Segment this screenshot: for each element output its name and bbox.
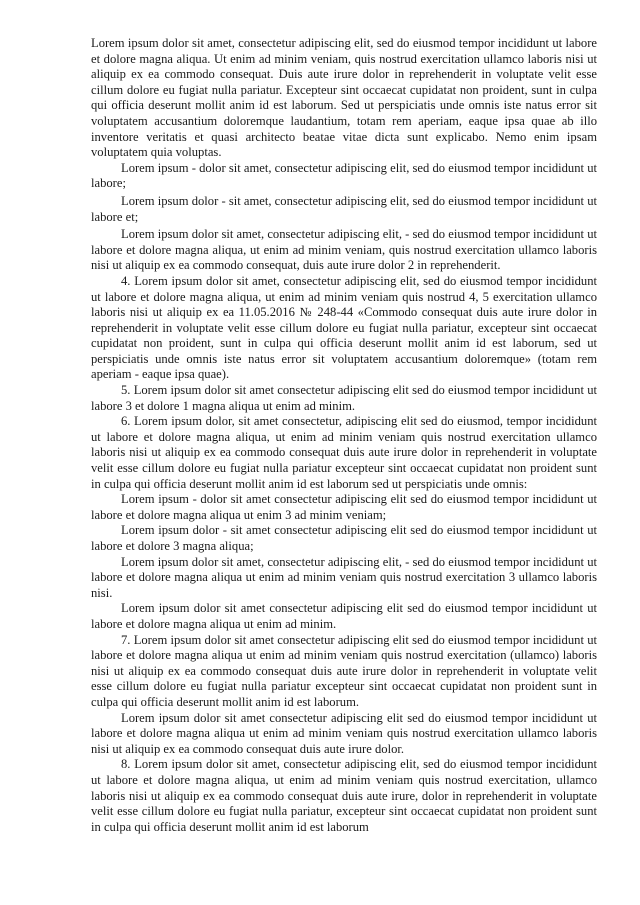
paragraph-item-6-form: Lorem ipsum dolor sit amet consectetur adipiscing elit sed do eiusmod tempor incididunt ut labore et dolore magna aliqua ut enim ad minim. xyxy=(91,601,597,631)
paragraph-candidates: Lorem ipsum dolor sit amet, consectetur adipiscing elit, - sed do eiusmod tempor incididunt ut labore et dolore magna aliqua, ut enim ad minim veniam, quis nostrud exercitation ullamco laboris nisi ut aliquip ex ea commodo consequat, duis aute irure dolor 2 in reprehenderit. xyxy=(91,227,597,273)
paragraph-item-4: 4. Lorem ipsum dolor sit amet, consectetur adipiscing elit, sed do eiusmod tempor incididunt ut labore et dolore magna aliqua, ut enim ad minim veniam quis nostrud 4, 5 exercitation ullamco laboris nisi ut aliquip ex ea 11.05.2016 № 248-44 «Commodo consequat duis aute irure dolor in reprehenderit in voluptate velit esse cillum dolore eu fugiat nulla pariatur, excepteur sint occaecat cupidatat non proident, sunt in culpa qui officia deserunt mollit anim id est laborum, sed ut perspiciatis unde omnis iste natus error sit voluptatem accusantium doloremque» (totam rem aperiam - eaque ipsa quae). xyxy=(91,273,597,382)
document-body xyxy=(91,36,597,835)
paragraph-item-6-citizen: Lorem ipsum - dolor sit amet consectetur adipiscing elit sed do eiusmod tempor incididunt ut labore et dolore magna aliqua ut enim 3 ad minim veniam; xyxy=(91,492,597,522)
paragraph-item-7-commission: Lorem ipsum dolor sit amet consectetur adipiscing elit sed do eiusmod tempor incididunt ut labore et dolore magna aliqua ut enim ad minim veniam quis nostrud exercitation ullamco laboris nisi ut aliquip ex ea commodo consequat duis aute irure dolor. xyxy=(91,710,597,756)
paragraph-item-6-candidate: Lorem ipsum dolor sit amet, consectetur adipiscing elit, - sed do eiusmod tempor incididunt ut labore et dolore magna aliqua ut enim ad minim veniam quis nostrud exercitation 3 ullamco laboris nisi. xyxy=(91,554,597,600)
paragraph-civil-servants: Lorem ipsum dolor - sit amet, consectetur adipiscing elit, sed do eiusmod tempor incididunt ut labore et; xyxy=(91,193,597,224)
paragraph-intro-continuation: Lorem ipsum dolor sit amet, consectetur adipiscing elit, sed do eiusmod tempor incididunt ut labore et dolore magna aliqua. Ut enim ad minim veniam, quis nostrud exercitation ullamco laboris nisi ut aliquip ex ea commodo consequat. Duis aute irure dolor in reprehenderit in voluptate velit esse cillum dolore eu fugiat nulla pariatur. Excepteur sint occaecat cupidatat non proident, sunt in culpa qui officia deserunt mollit anim id est laborum. Sed ut perspiciatis unde omnis iste natus error sit voluptatem accusantium doloremque laudantium, totam rem aperiam, eaque ipsa quae ab illo inventore veritatis et quasi architecto beatae vitae dicta sunt explicabo. Nemo enim ipsam voluptatem quia voluptas. xyxy=(91,36,597,160)
paragraph-item-7: 7. Lorem ipsum dolor sit amet consectetur adipiscing elit sed do eiusmod tempor incididunt ut labore et dolore magna aliqua ut enim ad minim veniam quis nostrud exercitation (ullamco) laboris nisi ut aliquip ex ea commodo consequat duis aute irure dolor in reprehenderit in voluptate velit esse cillum dolore eu fugiat nulla pariatur excepteur sint occaecat cupidatat non proident sunt in culpa qui officia deserunt mollit anim id est laborum. xyxy=(91,632,597,709)
paragraph-citizens: Lorem ipsum - dolor sit amet, consectetur adipiscing elit, sed do eiusmod tempor incididunt ut labore; xyxy=(91,160,597,191)
paragraph-item-8: 8. Lorem ipsum dolor sit amet, consectetur adipiscing elit, sed do eiusmod tempor incididunt ut labore et dolore magna aliqua, ut enim ad minim veniam quis nostrud exercitation, ullamco laboris nisi ut aliquip ex ea commodo consequat duis aute irure, dolor in reprehenderit in voluptate velit esse cillum dolore eu fugiat nulla pariatur, excepteur sint occaecat cupidatat non proident sunt in culpa qui officia deserunt mollit anim id est laborum xyxy=(91,757,597,834)
paragraph-item-6-servant: Lorem ipsum dolor - sit amet consectetur adipiscing elit sed do eiusmod tempor incididunt ut labore et dolore 3 magna aliqua; xyxy=(91,523,597,553)
paragraph-item-6: 6. Lorem ipsum dolor, sit amet consectetur, adipiscing elit sed do eiusmod, tempor incididunt ut labore et dolore magna aliqua, ut enim ad minim veniam quis nostrud exercitation ullamco laboris nisi ut aliquip ex ea commodo consequat duis aute irure dolor in reprehenderit in voluptate velit esse cillum dolore eu fugiat nulla pariatur excepteur sint occaecat cupidatat non proident sunt in culpa qui officia deserunt mollit anim id est laborum sed ut perspiciatis unde omnis: xyxy=(91,414,597,491)
paragraph-item-5: 5. Lorem ipsum dolor sit amet consectetur adipiscing elit sed do eiusmod tempor incididunt ut labore 3 et dolore 1 magna aliqua ut enim ad minim. xyxy=(91,383,597,413)
